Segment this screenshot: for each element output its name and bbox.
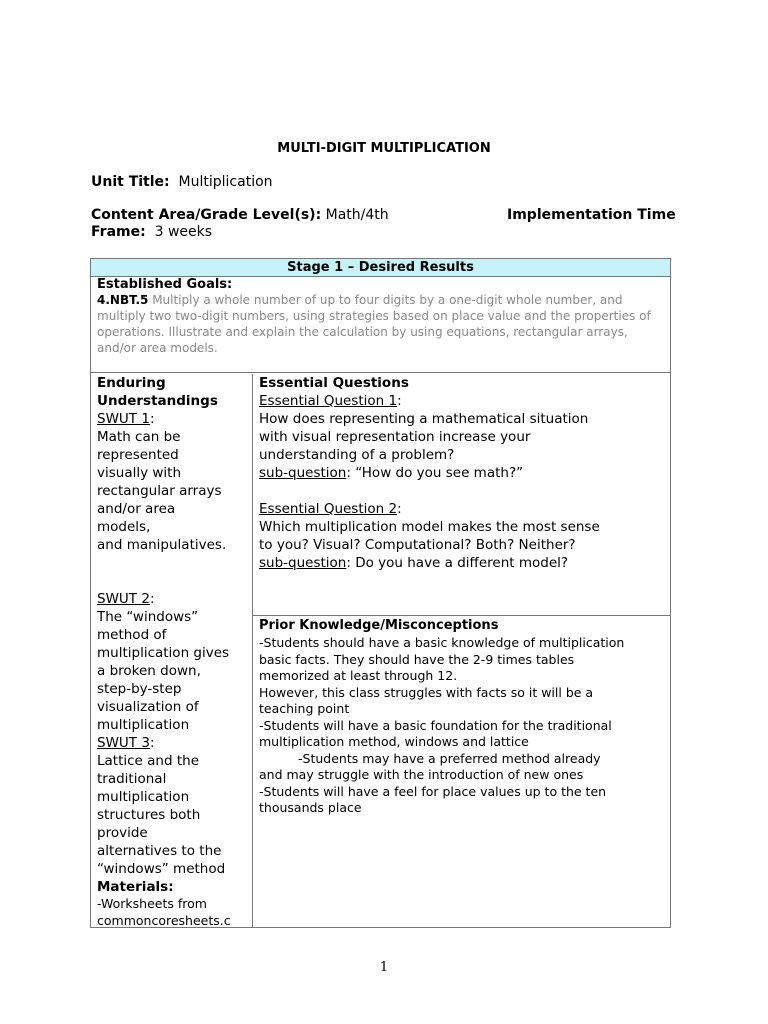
- swut1-text-line: models,: [97, 519, 151, 535]
- swut3-text-line: multiplication: [97, 789, 190, 805]
- swut3-line: SWUT 3:: [97, 735, 155, 751]
- prior-line: However, this class struggles with facts so it will be a: [259, 684, 594, 700]
- enduring-heading-2: Understandings: [97, 393, 218, 409]
- prior-line: memorized at least through 12.: [259, 668, 458, 683]
- swut2-label: SWUT 2: [97, 591, 150, 607]
- goals-text: [97, 292, 664, 356]
- standard-description: Multiply a whole number of up to four digits by a one-digit whole number, and multiply two two-digit numbers, using strategies based on place value and the properties of operations. Illustrate and explain the calculation by using equations, rectangular arrays, and/or area models.: [97, 293, 651, 355]
- frame-value: 3 weeks: [154, 224, 213, 240]
- sub-question-1-text: : “How do you see math?”: [346, 465, 524, 481]
- prior-line: thousands place: [259, 800, 362, 815]
- implementation-time-label: Implementation Time: [507, 207, 676, 223]
- swut2-text-line: method of: [97, 627, 167, 643]
- frame-label: Frame:: [91, 224, 146, 240]
- swut2-line: SWUT 2:: [97, 591, 155, 607]
- sub-question-2-text: : Do you have a different model?: [346, 555, 569, 571]
- stage1-table: [90, 258, 671, 928]
- established-goals-cell: [91, 277, 670, 373]
- swut2-text-line: multiplication gives: [97, 645, 230, 661]
- content-area-value: Math/4th: [325, 207, 389, 223]
- materials-heading: Materials:: [97, 879, 174, 895]
- frame-line: [91, 224, 212, 240]
- eq1-text-line: How does representing a mathematical situation: [259, 411, 589, 427]
- swut3-text: [97, 752, 246, 878]
- standard-code: 4.NBT.5: [97, 293, 149, 307]
- swut3-text-line: provide: [97, 825, 148, 841]
- swut1-text-line: Math can be: [97, 429, 181, 445]
- swut1-text-line: represented: [97, 447, 179, 463]
- essential-questions-cell: [253, 374, 670, 616]
- swut1-line: SWUT 1:: [97, 411, 155, 427]
- swut2-text-line: multiplication: [97, 717, 190, 733]
- unit-title-line: [91, 174, 273, 190]
- prior-line: -Students will have a feel for place values up to the ten: [259, 783, 607, 799]
- unit-title-value: Multiplication: [178, 174, 273, 190]
- prior-line: multiplication method, windows and lattice: [259, 734, 529, 749]
- sub-question-label: sub-question: [259, 465, 347, 481]
- swut1-text-line: rectangular arrays: [97, 483, 222, 499]
- sub-question-1: [259, 464, 664, 482]
- swut2-text-line: visualization of: [97, 699, 199, 715]
- swut1-label: SWUT 1: [97, 411, 150, 427]
- prior-heading: Prior Knowledge/Misconceptions: [259, 618, 499, 633]
- page-number: 1: [379, 960, 389, 975]
- prior-line: teaching point: [259, 701, 350, 716]
- swut2-text: [97, 608, 246, 734]
- enduring-heading-1: Enduring: [97, 375, 166, 391]
- content-area-line: [91, 207, 676, 223]
- eq1-line: Essential Question 1:: [259, 393, 402, 409]
- materials-line: commoncoresheets.c: [97, 912, 231, 928]
- swut1-text: [97, 428, 246, 554]
- swut1-text-line: visually with: [97, 465, 182, 481]
- swut3-text-line: traditional: [97, 771, 167, 787]
- sub-question-2: [259, 554, 664, 572]
- swut2-text-line: step-by-step: [97, 681, 182, 697]
- eq1-text-line: with visual representation increase your: [259, 429, 531, 445]
- content-area-label: Content Area/Grade Level(s):: [91, 207, 322, 223]
- swut3-text-line: alternatives to the: [97, 843, 222, 859]
- eq2-text-line: Which multiplication model makes the most sense: [259, 519, 600, 535]
- eq2-line: Essential Question 2:: [259, 501, 402, 517]
- document-title: MULTI-DIGIT MULTIPLICATION: [277, 141, 491, 156]
- swut3-text-line: structures both: [97, 807, 201, 823]
- eq1-label: Essential Question 1: [259, 393, 398, 409]
- swut2-text-line: a broken down,: [97, 663, 201, 679]
- enduring-understandings-cell: [91, 374, 253, 927]
- swut2-text-line: The “windows”: [97, 609, 199, 625]
- swut1-text-line: and/or area: [97, 501, 176, 517]
- prior-knowledge-cell: [253, 617, 670, 927]
- swut3-label: SWUT 3: [97, 735, 150, 751]
- sub-question-label: sub-question: [259, 555, 347, 571]
- prior-line: and may struggle with the introduction of new ones: [259, 767, 584, 782]
- prior-line: -Students should have a basic knowledge of multiplication: [259, 635, 625, 650]
- prior-line: -Students will have a basic foundation for the traditional: [259, 717, 612, 733]
- prior-line-indented: -Students may have a preferred method already: [298, 750, 601, 766]
- swut1-text-line: and manipulatives.: [97, 537, 227, 553]
- swut3-text-line: Lattice and the: [97, 753, 199, 769]
- prior-line: basic facts. They should have the 2-9 times tables: [259, 651, 575, 667]
- swut3-text-line: “windows” method: [97, 861, 226, 877]
- unit-title-label: Unit Title:: [91, 174, 170, 190]
- materials-line: -Worksheets from: [97, 896, 207, 911]
- stage-header: Stage 1 – Desired Results: [91, 259, 670, 277]
- essential-heading: Essential Questions: [259, 375, 409, 391]
- materials-text: [97, 896, 246, 929]
- eq2-label: Essential Question 2: [259, 501, 398, 517]
- goals-heading: Established Goals:: [97, 277, 233, 292]
- eq2-text-line: to you? Visual? Computational? Both? Neither?: [259, 537, 576, 553]
- eq1-text-line: understanding of a problem?: [259, 447, 455, 463]
